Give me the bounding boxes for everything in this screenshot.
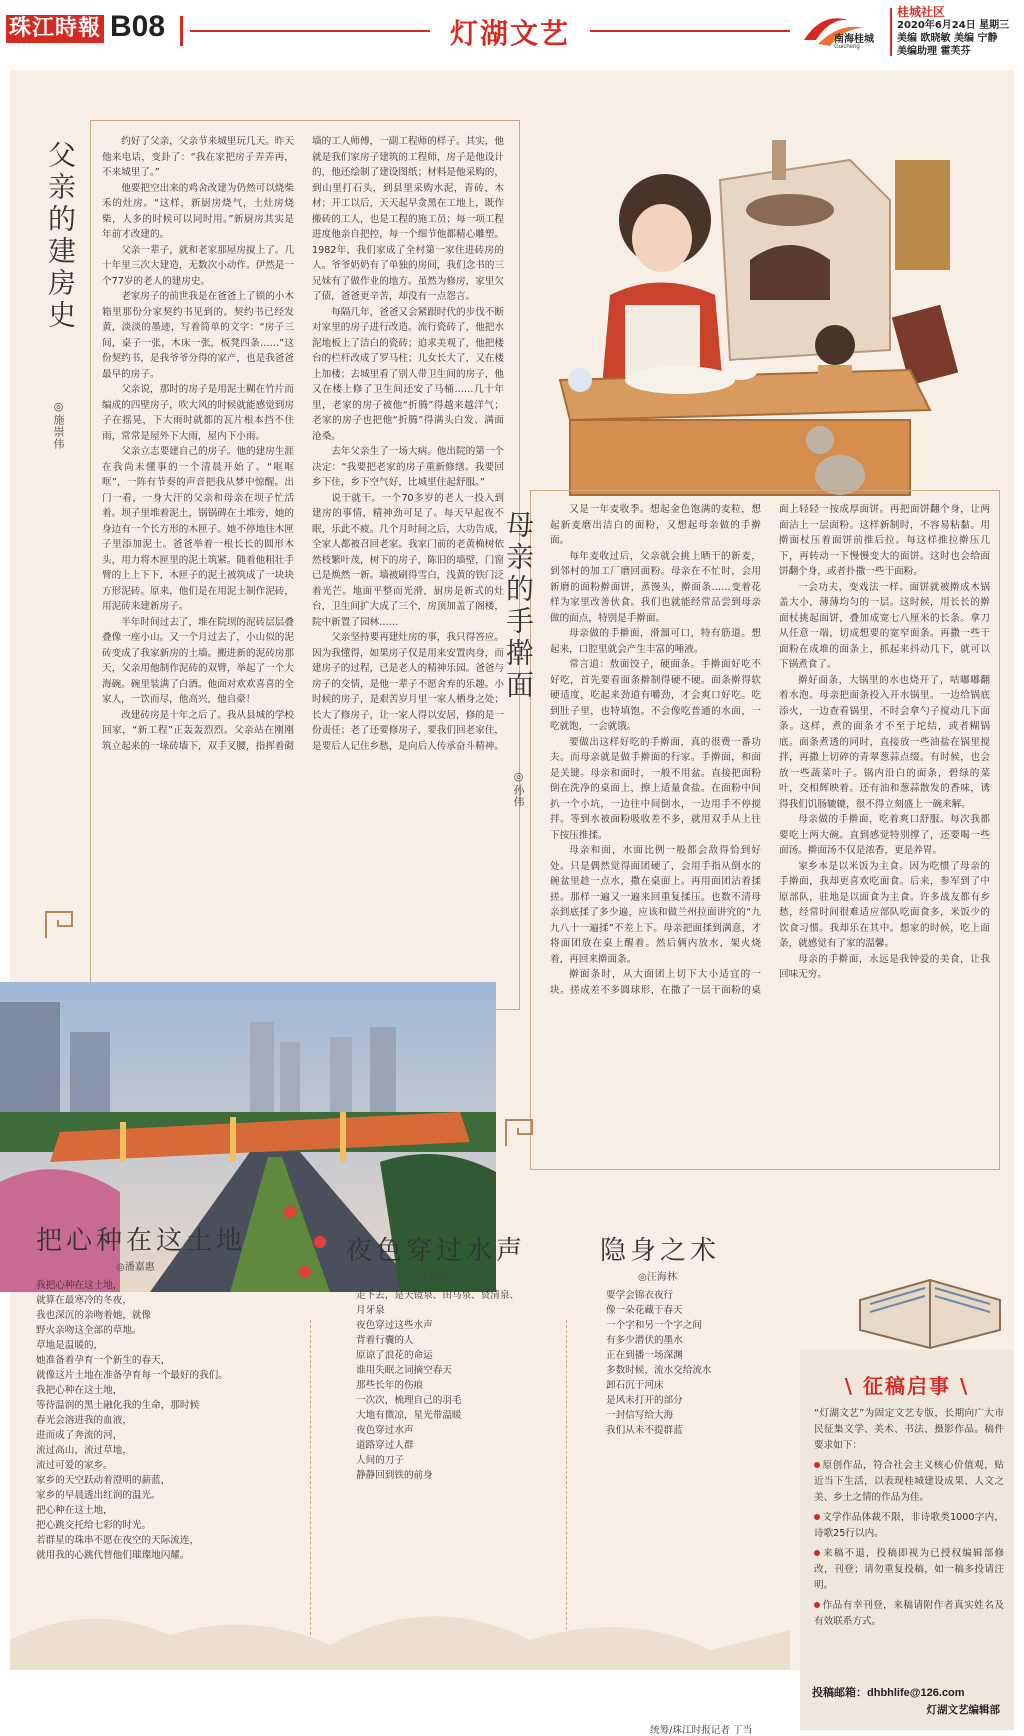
article1-paragraph: 约好了父亲，父亲节来城里玩几天。昨天他来电话，变卦了：“我在家把房子弄弄再，不来城里了。” [102,136,294,178]
article1-paragraph: 改建砖房是十年之后了。我从县城的学校回家，“新工程”正轰轰烈烈。父亲站在刚刚筑立起来的一垛砖墙下，双手叉腰，指挥着砌墙的工人师傅，一副工程师的样子。其实，他就是我们家房子建筑的工程师，房子是他设计的，他还绘制了建设图纸；材料是他采购的，到山里打石头，到县里采购水泥，青砖、木材；开工以后，天天起早贪黑在工地上，既作搬砖的工人，也是工程的施工员；每一项工程进度他亲自把控，每一个细节他都精心雕塑。1982年，我们家成了全村第一家住进砖房的人。爷爷奶奶有了单独的房间，我们念书的三兄妹有了做作业的地方。虽然为修房，家里欠了债，爸爸更辛苦，却没有一点怨言。 [102,136,504,752]
poem1-line: 把心跳交托给七彩的时光。 [36,1520,152,1531]
poem1-author: ◎潘嘉惠 [116,1262,155,1273]
mother-cooking-illustration [550,120,990,500]
issue-date: 2020年6月24日 星期三 [897,20,1010,31]
poem1-line: 流过可爱的家乡。 [36,1460,113,1471]
masthead-rule-left [190,30,430,32]
corner-ornament-icon [44,910,74,940]
article2-paragraph: 一会功夫，变戏法一样。面饼就被擀成木锅盖大小，薄薄均匀的一层。这时候，用长长的擀面杖挑起面饼，叠加成宽七八厘米的长条。拿刀从任意一端，切成想要的宽窄面条。再撒一些干面粉在成堆的面条上，抓起来抖动几下，就可以下锅煮食了。 [779,581,990,670]
poem1-line: 草地是温暖的， [36,1340,104,1351]
notice-email[interactable]: 投稿邮箱：dhbhlife@126.com [812,1687,965,1699]
article2-paragraph: 母亲的手擀面，永远是我钟爱的美食，让我回味无穷。 [779,953,990,980]
poem2-line: 人间的刀子 [356,1455,404,1466]
notice-item-text: 原创作品，符合社会主义核心价值观，贴近当下生活，以表现桂城建设成果、人文之美、乡土之情的作品为佳。 [814,1460,1004,1503]
poem3-line: 要学会锦衣夜行 [606,1290,674,1301]
mountain-decoration [10,1550,790,1670]
poem1-line: 野火亲吻这全部的草地。 [36,1325,142,1336]
poem2-line: 大地有微凉，星光带温暖 [356,1410,462,1421]
article2-paragraph: 要做出这样好吃的手擀面，真的很费一番功夫。而母亲就是做手擀面的行家。手擀面，和面是关键。母亲和面时，一般不用盆。直接把面粉倒在洗净的桌面上，擦上适量食盐。在面粉中间扒一个小坑，一边往中间倒水，一边用手不停搅拌。等到水被面粉吸收差不多，就用双手从上往下按压推揉。 [550,736,761,841]
article2-paragraph: 擀面条时，从大面团上切下大小适宜的一块。搓成差不多圆球形，在撒了一层干面粉的桌面上轻轻一按成厚面饼。再把面饼翻个身，让两面沾上一层面粉。这样新制时，不容易粘黏。用擀面杖压着面饼前推后拉。每这样推拉擀压几下，再转动一下慢慢变大的面饼。这时也会给面饼翻个身，或者扑撒一些干面粉。 [550,504,990,996]
article1-paragraph: 每隔几年，爸爸又会紧跟时代的步伐不断对家里的房子进行改造。流行瓷砖了，他把水泥地板上了洁白的瓷砖；追求美观了，他把楼台的栏杆改成了罗马柱；儿女长大了，又在楼上加楼；去城里看了别人带卫生间的房子，他又在楼上修了卫生间还安了马桶……几十年里，老家的房子被他“折腾”得越来越洋气；老家的房子也把他“折腾”得满头白发、满面沧桑。 [312,306,504,442]
poem3-line: 一个字和另一个字之间 [606,1320,702,1331]
poem2-line: 谁用失眠之词摘空春天 [356,1365,452,1376]
section-title: 灯湖文艺 [449,17,570,50]
poem1-line: 家乡的天空跃动着澄明的薪蓝， [36,1475,171,1486]
editor-credit: 统筹/珠江时报记者 丁当 [650,1725,753,1736]
article2-paragraph: 母亲和面，水面比例一般都会敌得恰到好处。只是偶然觉得面团硬了，会用手指从倒水的碗盆里趁一点水，撒在桌面上。再用面团沾着揉搓。那样一遍又一遍来回重复揉压。也数不清母亲到底揉了多少遍，应该和做兰州拉面讲究的“九九八十一遍揉”不差上下。母亲把面揉到满意，才将面团放在桌上醒着。然后俩内放水，架火烧着，再回来擀面条。 [550,845,761,965]
notice-title-slash-left: \ [844,1374,863,1398]
poem1-line: 等待温润的黑土融化我的生命，那时候 [36,1400,200,1411]
poem1-line: 春光会溶进我的血液， [36,1415,132,1426]
article2-paragraph: 每年麦收过后，父亲就会挑上晒干的新麦，到邻村的加工厂磨回面粉。母亲在不忙时，会用新磨的面粉擀面饼，蒸馒头，擀面条……变着花样为家里改善伙食。我们也就能经常品尝到母亲做的面点，特别是手擀面。 [550,550,761,624]
poem2-body [356,1288,546,1483]
article1-title: 父亲的建房史 [44,140,77,332]
notice-title [800,1370,1014,1399]
poem1-line: 就像这片土地在准备孕育每一个最好的我们。 [36,1370,228,1381]
article2-paragraph: 常言道：敖面饺子，硬面条。手擀面好吃不好吃，首先要看面条擀制得硬不硬。面条擀得软硬适度，吃起来劲道有嚼劲，才会爽口好吃。吃到肚子里，也特填饱。不会像吃普通的水面，一吃就饱，一会就饿。 [550,659,761,732]
editor-line: 美编 欧晓敏 美编 宁静 [897,33,998,44]
poem1-line: 把心种在这土地， [36,1505,113,1516]
brand-name: 南海桂城 [834,34,874,45]
call-for-papers-box [800,1350,1014,1730]
poem3-author: ◎汪海林 [638,1272,677,1283]
poem2-line: 静静回到铁的前身 [356,1470,433,1481]
notice-item-text: 文学作品体裁不限，非诗歌类1000字内，诗歌25行以内。 [814,1512,1004,1539]
article1-paragraph: 父亲说，那时的房子是用泥土糊在竹片而编成的四壁房子，吹大风的时候就能感觉到房子在摇晃，下大雨时就都的瓦片根本挡不住雨，常常是屋外下大雨，屋内下小雨。 [102,384,294,442]
corner-ornament-icon [504,1118,534,1148]
poem3-title: 隐身之术 [600,1236,721,1266]
poem2-line: 夜色穿过水声 [356,1425,414,1436]
bullet-dot-icon [814,1602,820,1608]
column-name: 桂城社区 [897,5,946,19]
notice-item [814,1546,1004,1594]
poem2-author: ◎汪海林 [410,1272,449,1283]
article1-body [102,134,504,1000]
poem3-line: 正在到播一场深渊 [606,1350,683,1361]
masthead-info [897,6,1009,58]
poem2-title: 夜色穿过水声 [346,1236,527,1266]
poem3-body [606,1288,786,1438]
content-panel [10,70,1014,1736]
poem2-line: 夜色穿过这些水声 [356,1320,433,1331]
article2-paragraph: 又是一年麦收季。想起金色饱满的麦粒，想起新麦磨出洁白的面粉，又想起母亲做的手擀面。 [550,504,761,546]
bullet-dot-icon [814,1550,820,1556]
poem1-line: 进而成了奔流的河， [36,1430,123,1441]
poem1-line: 我把心种在这土地， [36,1280,123,1291]
poem1-line: 我也深沉的亲吻着她，就像 [36,1310,152,1321]
bullet-dot-icon [814,1514,820,1520]
notice-item-text: 来稿不退，投稿即视为已授权编辑部修改，刊登；请勿重复投稿，如一稿多投请注明。 [814,1548,1004,1591]
brand-subtitle: Guicheng [834,44,860,50]
page-number: B08 [110,10,166,43]
masthead [0,0,1024,64]
article2-paragraph: 母亲做的手擀面，滑溜可口，特有筋道。想起来，口腔里就会产生丰富的唾液。 [550,628,761,655]
poem1-line: 家乡的早晨透出红润的温光。 [36,1490,161,1501]
poem1-line: 流过高山，流过草地， [36,1445,132,1456]
article1-author: ◎施崇伟 [52,400,65,450]
article2-paragraph: 家乡本是以米饭为主食。因为吃惯了母亲的手擀面，我却更喜欢吃面食。后来，参军到了中原部队，驻地是以面食为主食。许多战友都有乡愁，经常时间很难适应部队吃面食多，米饭少的饮食习惯。我却乐在其中。想家的时候，吃上面条，就感觉有了家的温馨。 [779,860,990,949]
notice-item [814,1458,1004,1506]
masthead-divider [180,16,183,46]
masthead-rule-right [590,30,790,32]
article2-author: ◎孙伟 [512,770,525,808]
poem1-line: 就用我的心跳代替他们璀璨地闪耀。 [36,1550,190,1561]
article2-paragraph: 擀好面条，大锅里的水也烧开了，咕嘟嘟翻着水泡。母亲把面条投入开水锅里。一边给锅底添火，一边查看锅里，不时会拿勺子搅动几下面条。这样，煮的面条才不至于坨结，或者糊锅底。面条煮透的同时，直接放一些油盐在锅里搅拌，再撒上切碎的青翠葱蒜点缀。有时候，也会放一些蔬菜叶子。锅内沿白的面条，碧绿的菜叶，交相辉映着。还有油和葱蒜散发的香味，诱得我们饥肠辘辘，很不得立刻盛上一碗来解。 [779,674,990,810]
poem2-line: 背着行囊的人 [356,1335,414,1346]
poem1-line: 若群星的珠串不愿在夜空的天际流连， [36,1535,200,1546]
poem2-line: 那些长年的伤痕 [356,1380,424,1391]
article1-paragraph: 说干就干。一个70多岁的老人一投入到建房的事情，精神劲可足了。每天早起夜不眠，乐此不疲。几个月时间之后，大功告成，全家人都被召回老家。我家门前的老黄桷树依然枝繁叶茂，树下的房子，陈旧的墙壁，门窗已是焕然一新。墙被刷得雪白，浅黄的铁门泛着光芒。地面平整而光滑，厨房是新式的灶台，卫生间扩大成了三个，房顶加盖了阁楼，院中新置了园林…… [312,492,504,628]
poem3-line: 是风未打开的部分 [606,1395,683,1406]
poem1-title: 把心种在这土地 [36,1226,247,1256]
poem2-line: 道路穿过人群 [356,1440,414,1451]
notice-body [814,1406,1004,1634]
article1-paragraph: 去年父亲生了一场大病。他出院的第一个决定：“我要把老家的房子重新修缮。我要回乡下住，乡下空气好，比城里住起舒服。” [312,446,504,488]
article1-paragraph: 父亲坚持要再建灶房的事，我只得答应。因为我懂得，如果房子仅是用来安置肉身，而建房子的过程，已是老人的精神乐园。爸爸与房子的交情，是他一辈子不愿舍弃的乐趣。小时候的房子，是艰苦岁月里一家人栖身之处；长大了修房子，让一家人得以安居，修的是一份责任；老了还要修房子，要我们回老家住，是要后人记住乡愁，是向后人传承奋斗精神。 [312,632,504,752]
newspaper-logo: 珠江時報 [6,15,104,43]
notice-signature: 灯湖文艺编辑部 [926,1704,1000,1716]
article1-paragraph: 老家房子的前世我是在爸爸上了锁的小木箱里那份分家契约书见到的。契约书已经发黄，淡淡的墨迹，写着简单的文字：“房子三间，桌子一张，木床一张，板凳四条……”这份契约书，是我爷爷分得的家产，也是我爸爸最早的房子。 [102,291,294,380]
article2-paragraph: 母亲做的手擀面，吃着爽口舒服。每次我都要吃上两大碗。直到感觉特别撑了，还要喝一些面汤。擀面汤不仅是浓香，更是养胃。 [779,814,990,856]
poem3-line: 有多少潜伏的墨水 [606,1335,683,1346]
article2-body [550,502,990,1164]
poem2-line: 走下去，是天镜泉、田马泉、贤清泉、 [356,1290,520,1301]
notice-item [814,1598,1004,1630]
poem1-line: 就算在最寒冷的冬夜， [36,1295,132,1306]
notice-title-text: 征稿启事 [863,1374,951,1398]
poem2-line: 月牙泉 [356,1305,385,1316]
poem3-line: 我们从未不提群蓝 [606,1425,683,1436]
poem1-line: 我把心种在这土地， [36,1385,123,1396]
poem1-body [36,1278,294,1563]
bullet-dot-icon [814,1462,820,1468]
article1-paragraph: 父亲一辈子，就和老家那屋房搅上了。几十年里三次大建造，无数次小动作。伊然是一个77岁的老人的建房史。 [102,244,294,287]
poem3-line: 卸石沉于河床 [606,1380,664,1391]
book-illustration [850,1260,1010,1350]
article1-paragraph: 半年时间过去了，堆在院坝的泥砖层层叠叠像一座小山。又一个月过去了，小山似的泥砖变成了我家新房的土墙。搬进新的泥砖房那天，父亲用他制作泥砖的双臂，举起了一个大海碗。碗里装满了白酒。他面对欢欢喜喜的全家人，一饮而尽，他高兴，他自豪！ [102,616,294,705]
notice-item [814,1510,1004,1542]
masthead-vertical-divider [890,8,892,56]
notice-title-slash-right: \ [951,1374,970,1398]
poem2-line: 一次次，梳理自己的羽毛 [356,1395,462,1406]
article1-paragraph: 他要把空出来的鸡舍改建为仍然可以烧柴禾的灶房。“这样，新厨房烧气，土灶房烧柴，人多的时候可以同时用。”新厨房其实是年前才改建的。 [102,182,294,240]
poem3-line: 像一朵花藏于春天 [606,1305,683,1316]
poem1-line: 她准备着孕育一个新生的春天， [36,1355,171,1366]
poem2-line: 原谅了浪花的命运 [356,1350,433,1361]
poem3-line: 一封信写给大海 [606,1410,674,1421]
notice-item-text: 作品有幸刊登，来稿请附作者真实姓名及有效联系方式。 [814,1600,1004,1627]
poem3-line: 多数时候，流水交给流水 [606,1365,712,1376]
article2-title: 母亲的手擀面 [502,510,535,702]
assistant-line: 美编助理 霍芙芬 [897,46,971,57]
notice-intro: “灯湖文艺”为固定文艺专版，长期向广大市民征集文学、美术、书法、摄影作品。稿件要求如下： [814,1408,1004,1451]
article1-paragraph: 父亲立志要建自己的房子。他的建房生涯在我尚未懂事的一个清晨开始了。“哐哐哐”，一阵有节奏的声音把我从梦中惊醒。出门一看，一身大汗的父亲和母亲在坝子忙活着。坝子里堆着泥土，锅锅碑在土堆旁，她的身边有一个长方形的木匣子。她不停地往木匣子里添加泥土。爸爸举着一根长长的圆形木头，用力将木匣里的泥土筑紧。随着他粗壮手臂的上上下下，木匣子的泥土被筑成了一块块方形泥砖。原来，他们是在用泥土制作泥砖，用泥砖来建新房子。 [102,446,294,612]
